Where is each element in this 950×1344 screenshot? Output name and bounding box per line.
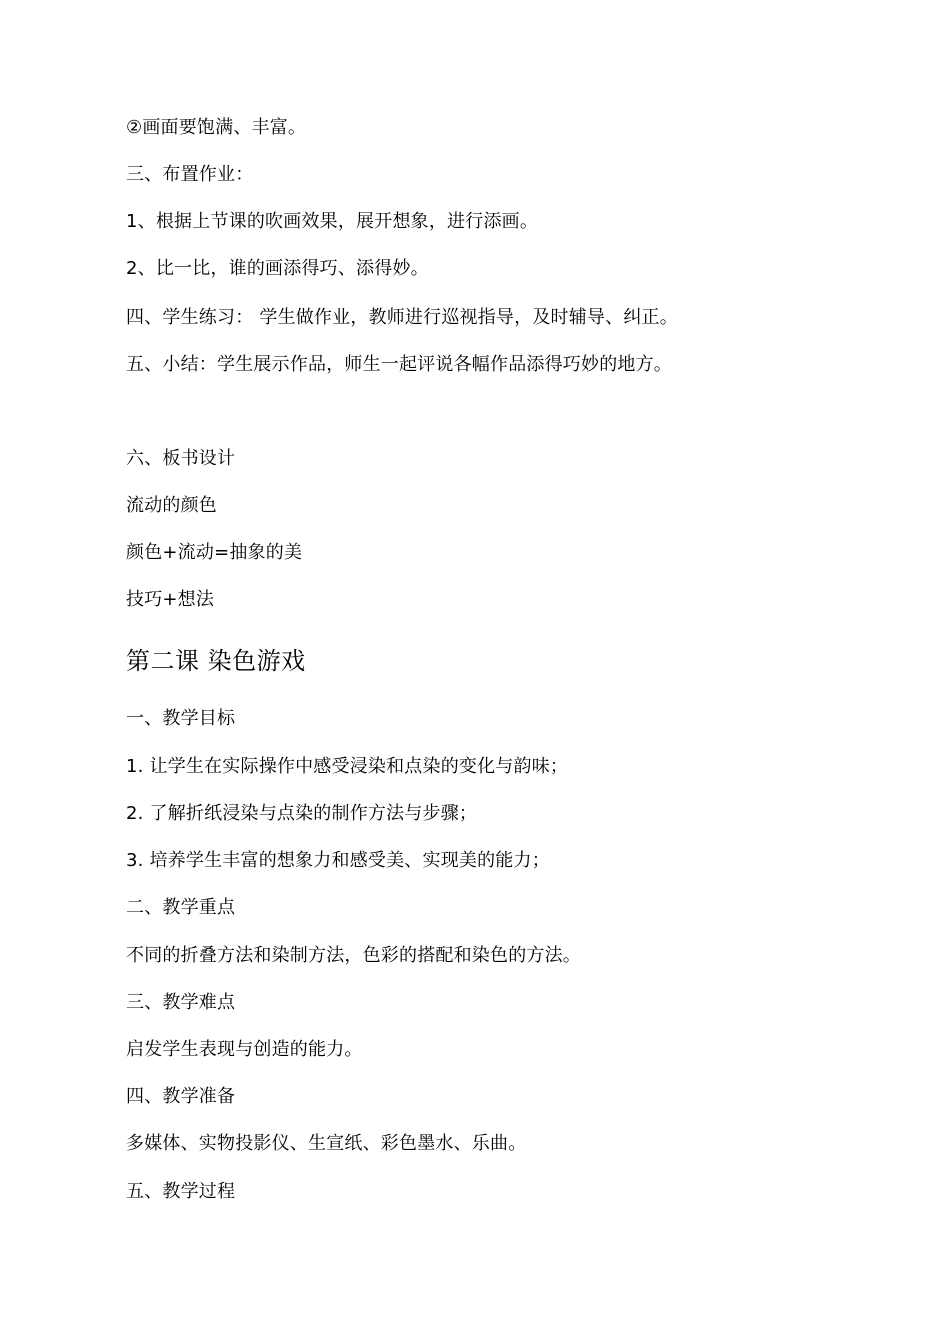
section-heading-practice: 四、学生练习： 学生做作业，教师进行巡视指导，及时辅导、纠正。 <box>126 307 678 328</box>
paragraph-line: 2、比一比，谁的画添得巧、添得妙。 <box>126 258 429 279</box>
board-line: 颜色+流动=抽象的美 <box>126 542 303 563</box>
list-item: 3. 培养学生丰富的想象力和感受美、实现美的能力； <box>126 850 550 871</box>
paragraph-line: 启发学生表现与创造的能力。 <box>126 1039 363 1060</box>
section-heading-key-points: 二、教学重点 <box>126 897 236 918</box>
section-heading-board-design: 六、板书设计 <box>126 448 236 469</box>
section-heading-objectives: 一、教学目标 <box>126 708 236 729</box>
paragraph-line: 不同的折叠方法和染制方法，色彩的搭配和染色的方法。 <box>126 945 581 966</box>
list-item: 2. 了解折纸浸染与点染的制作方法与步骤； <box>126 803 478 824</box>
section-heading-summary: 五、小结：学生展示作品，师生一起评说各幅作品添得巧妙的地方。 <box>126 354 672 375</box>
board-line: 流动的颜色 <box>126 495 217 516</box>
section-heading-preparation: 四、教学准备 <box>126 1086 236 1107</box>
board-line: 技巧+想法 <box>126 589 215 610</box>
section-heading-difficulties: 三、教学难点 <box>126 992 236 1013</box>
paragraph-line: ②画面要饱满、丰富。 <box>126 117 307 138</box>
lesson-title: 第二课 染色游戏 <box>126 647 306 675</box>
section-heading-process: 五、教学过程 <box>126 1181 236 1202</box>
paragraph-line: 多媒体、实物投影仪、生宣纸、彩色墨水、乐曲。 <box>126 1133 527 1154</box>
paragraph-line: 1、根据上节课的吹画效果，展开想象，进行添画。 <box>126 211 539 232</box>
section-heading-homework: 三、布置作业： <box>126 164 254 185</box>
list-item: 1. 让学生在实际操作中感受浸染和点染的变化与韵味； <box>126 756 569 777</box>
